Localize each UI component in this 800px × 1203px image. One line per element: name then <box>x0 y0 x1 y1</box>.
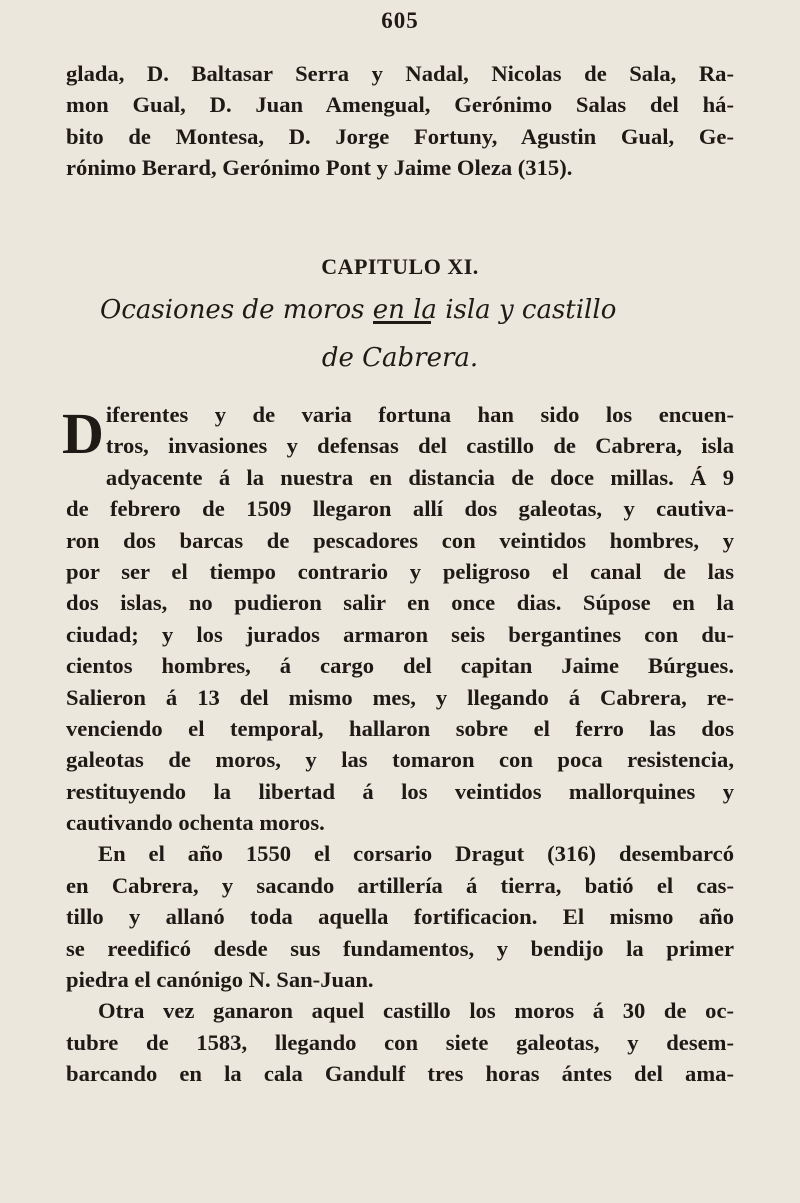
text-line: tillo y allanó toda aquella fortificacion. El mismo año <box>66 904 734 930</box>
text-line: venciendo el temporal, hallaron sobre el ferro las dos <box>66 715 734 741</box>
text-line: tubre de 1583, llegando con siete galeotas, y desem- <box>66 1029 734 1055</box>
text-line: por ser el tiempo contrario y peligroso el canal de las <box>66 558 734 584</box>
text-line: mon Gual, D. Juan Amengual, Gerónimo Salas del há- <box>66 92 734 118</box>
text-line: ron dos barcas de pescadores con veintidos hombres, y <box>66 527 734 553</box>
text-line: de febrero de 1509 llegaron allí dos galeotas, y cautiva- <box>66 496 734 522</box>
text-line: iferentes y de varia fortuna han sido los encuen- <box>105 402 734 427</box>
text-line: restituyendo la libertad á los veintidos mallorquines y <box>66 778 734 804</box>
drop-cap: D <box>62 401 104 466</box>
chapter-body <box>62 399 734 1090</box>
continued-paragraph <box>66 58 734 184</box>
text-line: rónimo Berard, Gerónimo Pont y Jaime Oleza (315). <box>66 155 573 181</box>
chapter-title-line: de Cabrera. <box>321 343 479 373</box>
text-line: bito de Montesa, D. Jorge Fortuny, Agustin Gual, Ge- <box>66 123 734 149</box>
text-line: barcando en la cala Gandulf tres horas ántes del ama- <box>66 1061 734 1087</box>
text-line: dos islas, no pudieron salir en once dias. Súpose en la <box>66 590 734 616</box>
chapter-title-line: Ocasiones de moros en la isla y castillo <box>100 295 617 325</box>
chapter-heading: CAPITULO XI. <box>321 254 479 279</box>
text-line: galeotas de moros, y las tomaron con poca resistencia, <box>66 747 734 773</box>
text-line: Otra vez ganaron aquel castillo los moros á 30 de oc- <box>98 998 734 1024</box>
text-line: cientos hombres, á cargo del capitan Jaime Búrgues. <box>66 653 734 679</box>
text-line: adyacente á la nuestra en distancia de doce millas. Á 9 <box>105 464 734 490</box>
text-line: se reedificó desde sus fundamentos, y bendijo la primer <box>66 935 734 961</box>
text-line: piedra el canónigo N. San-Juan. <box>66 967 374 993</box>
text-line: glada, D. Baltasar Serra y Nadal, Nicolas de Sala, Ra- <box>66 61 734 86</box>
page-number: 605 <box>381 8 419 33</box>
text-line: cautivando ochenta moros. <box>66 810 325 836</box>
text-line: tros, invasiones y defensas del castillo de Cabrera, isla <box>105 433 734 459</box>
text-line: ciudad; y los jurados armaron seis bergantines con du- <box>66 621 734 647</box>
text-line: en Cabrera, y sacando artillería á tierra, batió el cas- <box>66 872 734 898</box>
text-line: En el año 1550 el corsario Dragut (316) desembarcó <box>98 841 734 867</box>
text-line: Salieron á 13 del mismo mes, y llegando á Cabrera, re- <box>66 684 734 710</box>
